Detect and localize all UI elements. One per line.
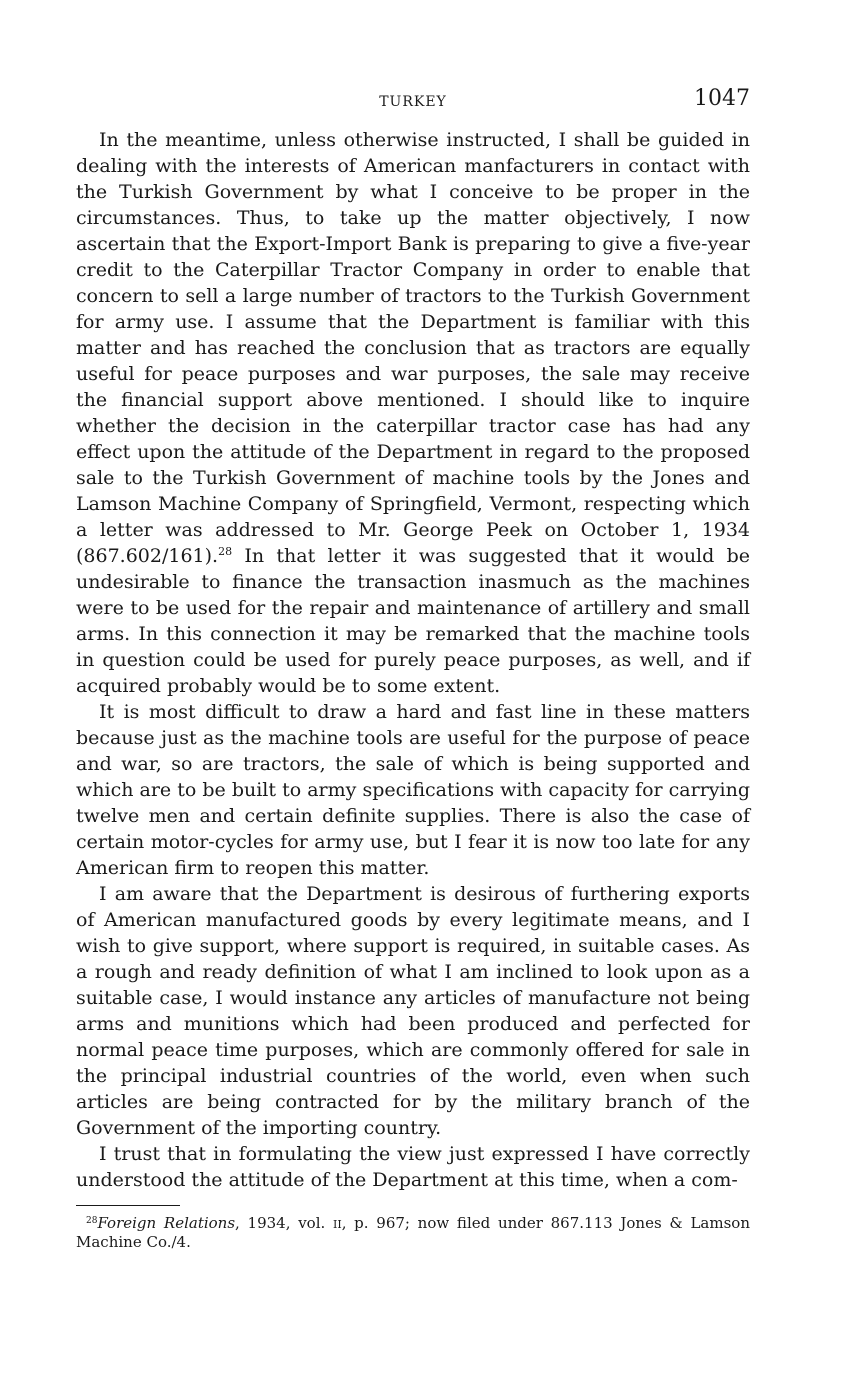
running-title: TURKEY xyxy=(379,94,447,110)
footnote-reference: 28 xyxy=(218,545,233,558)
body-text xyxy=(76,127,750,1193)
paragraph-3: I am aware that the Department is desirous of furthering exports of American manufactured goods by every legitimate means, and I wish to give support, where support is required, in suitable cases. As a rough and ready definition of what I am inclined to look upon as a suitable case, I would instance any articles of manufacture not being arms and munitions which had been produced and perfected for normal peace time purposes, which are commonly offered for sale in the principal industrial countries of the world, even when such articles are being contracted for by the military branch of the Government of the importing country. xyxy=(76,883,750,1139)
running-header xyxy=(76,84,750,124)
page-number: 1047 xyxy=(694,86,750,111)
document-page xyxy=(76,84,750,1252)
footnote-title: Foreign Relations xyxy=(97,1214,236,1232)
footnote-divider xyxy=(76,1205,180,1206)
paragraph-1-text: In the meantime, unless otherwise instructed, I shall be guided in dealing with the interests of American manfacturers in contact with the Turkish Government by what I conceive to be proper in the circumstances. Thus, to take up the matter objectively, I now ascertain that the Export-Import Bank is preparing to give a five-year credit to the Caterpillar Tractor Company in order to enable that concern to sell a large number of tractors to the Turkish Government for army use. I assume that the Department is familiar with this matter and has reached the conclusion that as tractors are equally useful for peace purposes and war purposes, the sale may receive the financial support above mentioned. I should like to inquire whether the decision in the caterpillar tractor case has had any effect upon the attitude of the Department in regard to the proposed sale to the Turkish Government of machine tools by the Jones and Lamson Machine Company of Springfield, Vermont, respecting which a letter was addressed to Mr. George Peek on October 1, 1934 (867.602/161). xyxy=(76,129,750,567)
footnote-volume: ii xyxy=(332,1214,342,1232)
paragraph-1 xyxy=(76,127,750,699)
paragraph-4: I trust that in formulating the view just expressed I have correctly understood the attitude of the Department at this time, when a com- xyxy=(76,1143,750,1191)
footnote-citation-continued: , p. 967; now filed under 867.113 Jones & Lamson Machine Co./4. xyxy=(76,1214,750,1251)
footnote-citation: , 1934, vol. xyxy=(235,1214,333,1232)
paragraph-2: It is most difficult to draw a hard and fast line in these matters because just as the machine tools are useful for the purpose of peace and war, so are tractors, the sale of which is being supported and which are to be built to army specifications with capacity for carrying twelve men and certain definite supplies. There is also the case of certain motor-cycles for army use, but I fear it is now too late for any American firm to reopen this matter. xyxy=(76,701,750,879)
paragraph-1-text-continued: In that letter it was suggested that it would be undesirable to finance the transaction inasmuch as the machines were to be used for the repair and maintenance of artillery and small arms. In this connection it may be remarked that the machine tools in question could be used for purely peace purposes, as well, and if acquired probably would be to some extent. xyxy=(76,545,750,697)
footnote xyxy=(76,1214,750,1252)
footnote-mark: 28 xyxy=(86,1216,98,1226)
